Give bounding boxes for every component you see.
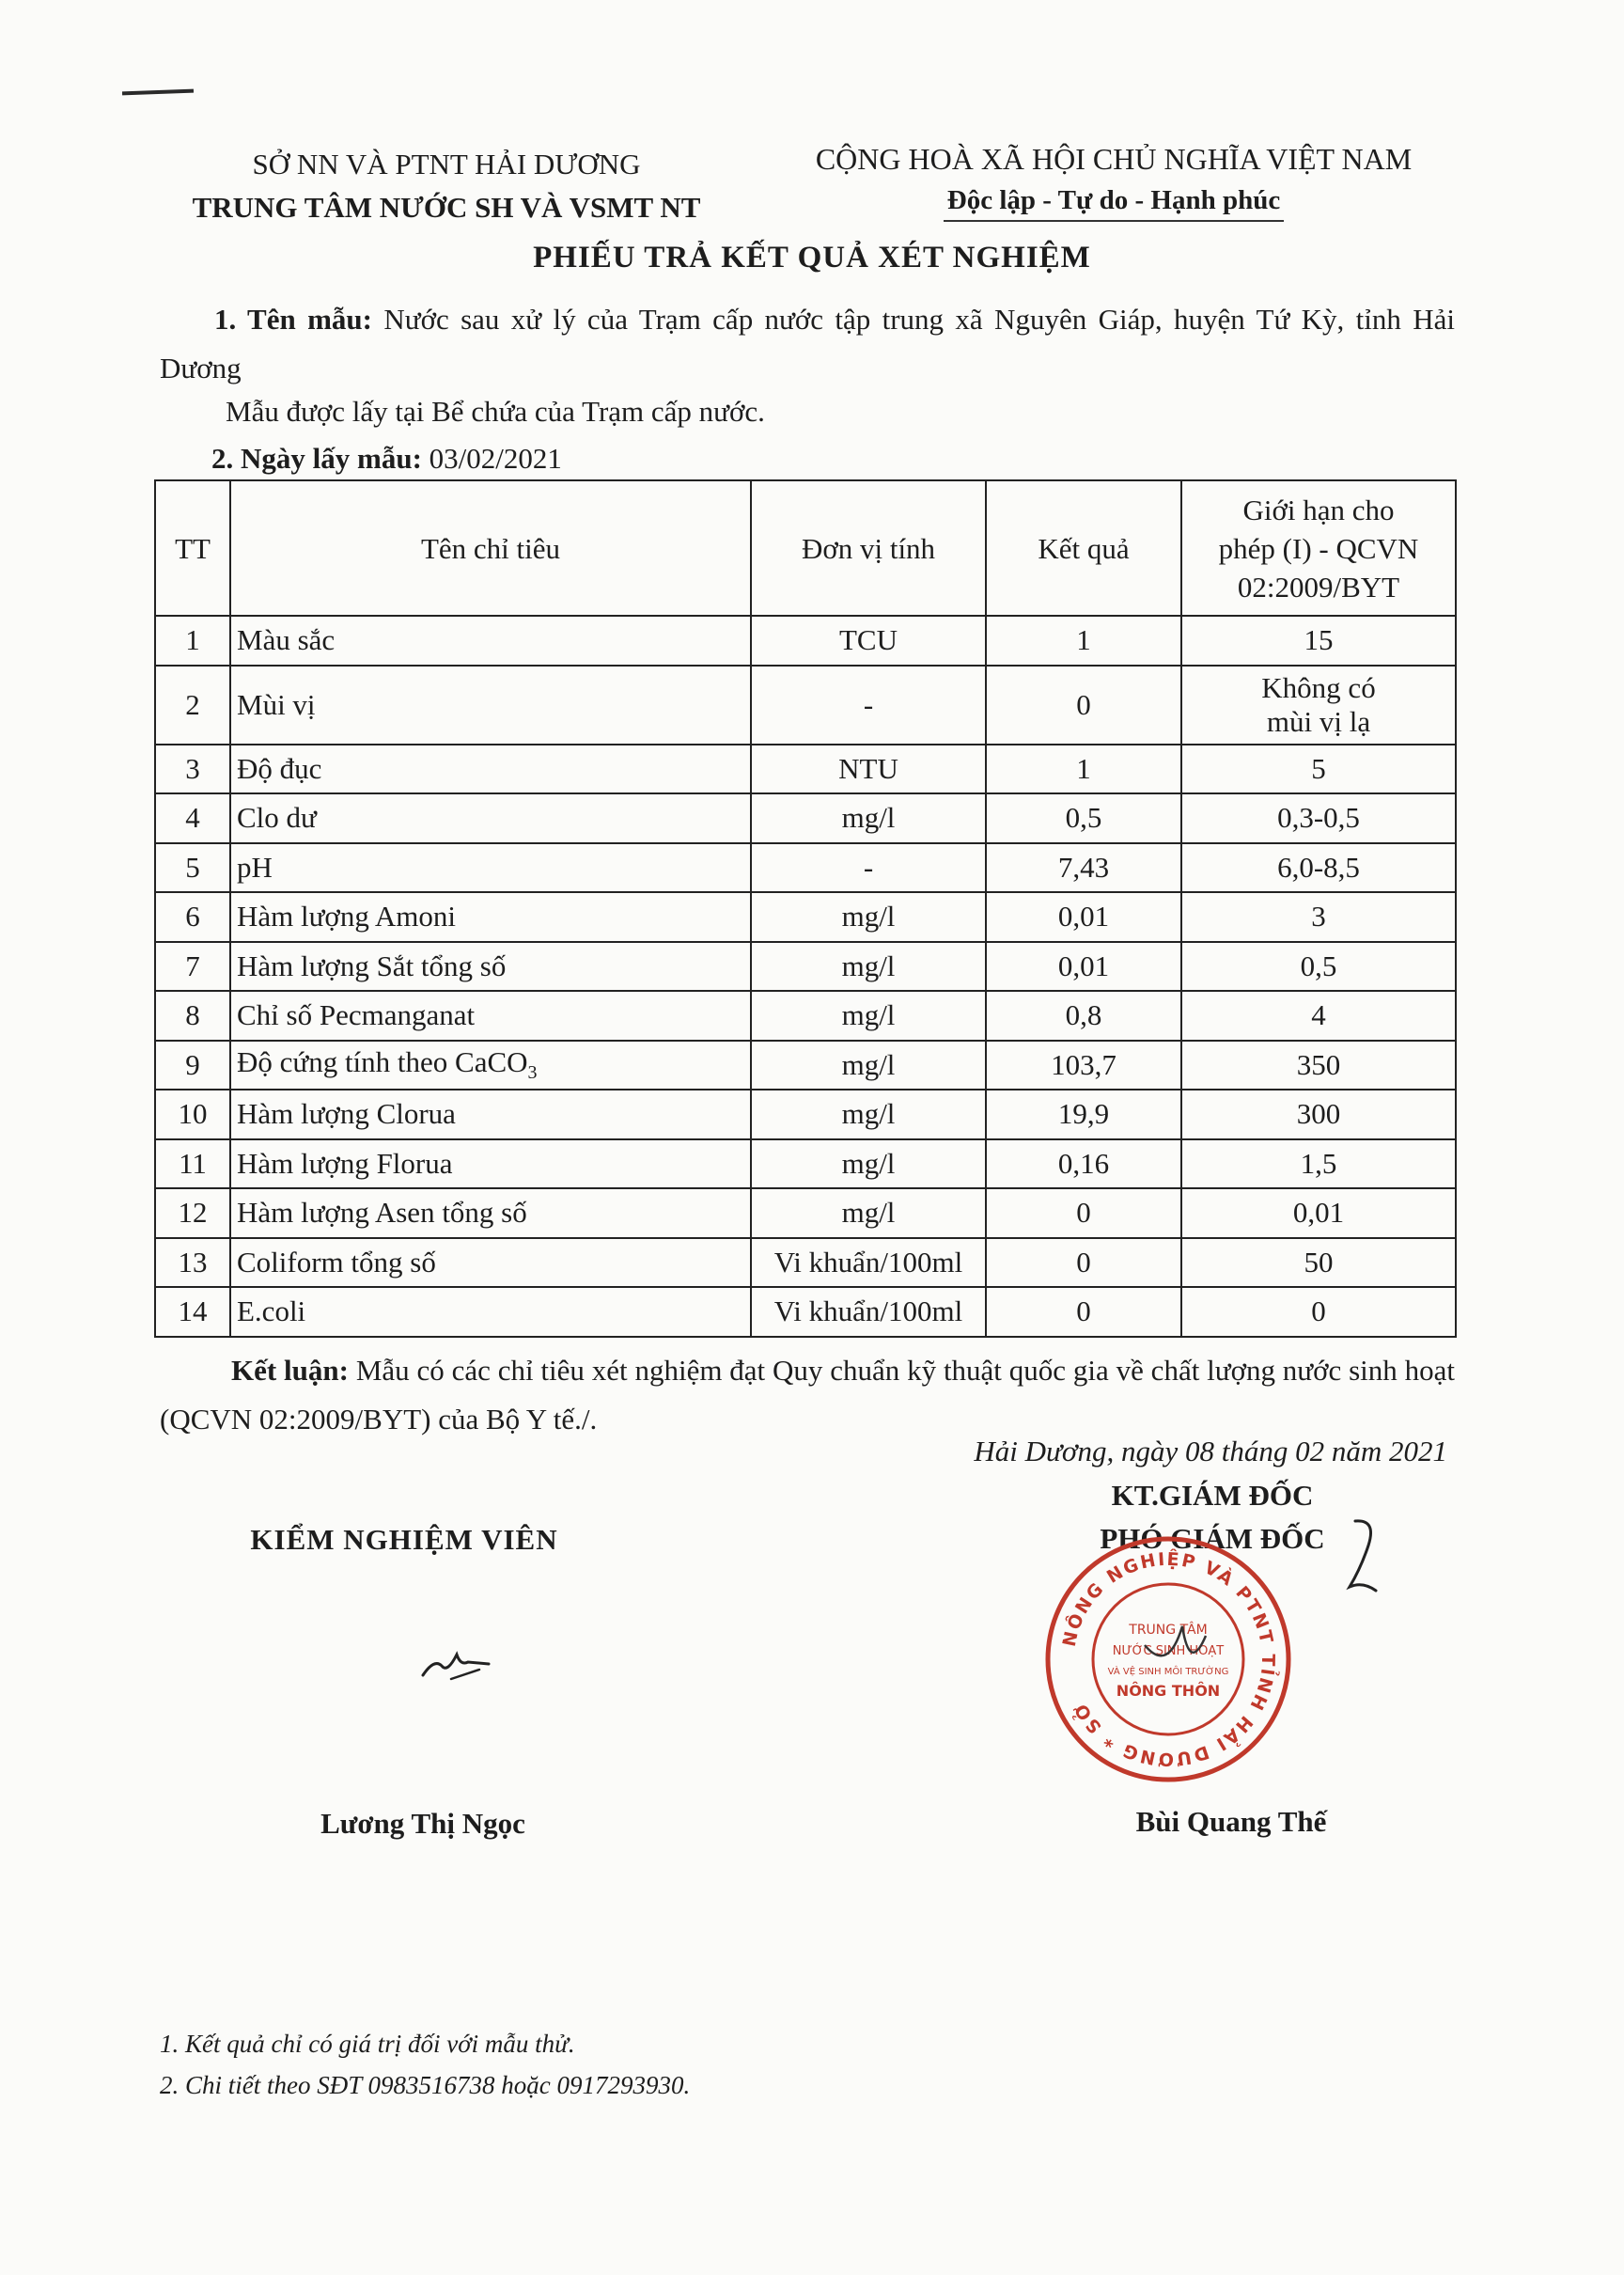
- stamp-center-line1: TRUNG TÂM: [1129, 1623, 1208, 1638]
- cell-unit: mg/l: [751, 1139, 986, 1189]
- conclusion-label: Kết luận:: [231, 1354, 349, 1387]
- conclusion: [160, 1346, 1455, 1444]
- col-header-limit-line2: phép (I) - QCVN: [1218, 531, 1419, 565]
- cell-tt: 1: [155, 616, 230, 666]
- cell-tt: 4: [155, 793, 230, 843]
- cell-tt: 11: [155, 1139, 230, 1189]
- cell-tt: 6: [155, 892, 230, 942]
- table-row: [155, 745, 1456, 794]
- cell-unit: mg/l: [751, 942, 986, 992]
- table-row: [155, 942, 1456, 992]
- table-row: [155, 666, 1456, 745]
- cell-limit: 4: [1181, 991, 1456, 1041]
- table-header-row: [155, 480, 1456, 616]
- results-table: [154, 479, 1457, 1338]
- cell-limit: 0,3-0,5: [1181, 793, 1456, 843]
- table-row: [155, 1188, 1456, 1238]
- cell-limit: 0: [1181, 1287, 1456, 1337]
- cell-unit: Vi khuẩn/100ml: [751, 1287, 986, 1337]
- cell-indicator: pH: [230, 843, 751, 893]
- director-signature: [1335, 1510, 1391, 1618]
- national-title: CỘNG HOÀ XÃ HỘI CHỦ NGHĨA VIỆT NAM: [815, 142, 1413, 176]
- cell-result: 1: [986, 616, 1181, 666]
- cell-tt: 9: [155, 1041, 230, 1090]
- cell-limit: 0,01: [1181, 1188, 1456, 1238]
- sample-location: Mẫu được lấy tại Bể chứa của Trạm cấp nước.: [226, 395, 765, 428]
- cell-limit: 350: [1181, 1041, 1456, 1090]
- inspector-title: KIỂM NGHIỆM VIÊN: [250, 1523, 558, 1556]
- footnote-2: 2. Chi tiết theo SĐT 0983516738 hoặc 0917293930.: [160, 2071, 691, 2099]
- cell-result: 1: [986, 745, 1181, 794]
- cell-limit: 5: [1181, 745, 1456, 794]
- cell-tt: 7: [155, 942, 230, 992]
- table-row: [155, 1238, 1456, 1288]
- document-title: PHIẾU TRẢ KẾT QUẢ XÉT NGHIỆM: [533, 241, 1091, 275]
- cell-indicator: Mùi vị: [230, 666, 751, 745]
- cell-indicator: E.coli: [230, 1287, 751, 1337]
- col-header-result: Kết quả: [986, 480, 1181, 616]
- cell-indicator: Hàm lượng Sắt tổng số: [230, 942, 751, 992]
- sample-name-text: Nước sau xử lý của Trạm cấp nước tập trung xã Nguyên Giáp, huyện Tứ Kỳ, tỉnh Hải Dương: [160, 303, 1455, 384]
- cell-result: 0,16: [986, 1139, 1181, 1189]
- cell-indicator: Hàm lượng Clorua: [230, 1090, 751, 1139]
- cell-limit: 50: [1181, 1238, 1456, 1288]
- cell-tt: 12: [155, 1188, 230, 1238]
- table-row: [155, 991, 1456, 1041]
- col-header-tt: TT: [155, 480, 230, 616]
- cell-unit: TCU: [751, 616, 986, 666]
- sample-name-section: [160, 295, 1455, 393]
- cell-result: 0: [986, 1287, 1181, 1337]
- top-dash-mark: [122, 89, 194, 96]
- cell-tt: 10: [155, 1090, 230, 1139]
- cell-limit: Không có mùi vị lạ: [1181, 666, 1456, 745]
- col-header-unit: Đơn vị tính: [751, 480, 986, 616]
- inspector-name: Lương Thị Ngọc: [320, 1807, 525, 1840]
- cell-result: 0: [986, 666, 1181, 745]
- stamp-center-line2: NƯỚC SINH HOẠT: [1112, 1644, 1225, 1658]
- cell-limit: 0,5: [1181, 942, 1456, 992]
- cell-unit: mg/l: [751, 892, 986, 942]
- sample-name-label: 1. Tên mẫu:: [214, 303, 372, 336]
- director-name: Bùi Quang Thế: [1135, 1805, 1327, 1838]
- cell-result: 0,01: [986, 942, 1181, 992]
- stamp-center-line4: NÔNG THÔN: [1116, 1682, 1221, 1700]
- cell-tt: 8: [155, 991, 230, 1041]
- cell-limit: 300: [1181, 1090, 1456, 1139]
- cell-unit: -: [751, 666, 986, 745]
- col-header-limit-line1: Giới hạn cho: [1242, 493, 1395, 526]
- cell-limit: 15: [1181, 616, 1456, 666]
- col-header-name: Tên chỉ tiêu: [230, 480, 751, 616]
- sampling-date-label: 2. Ngày lấy mẫu:: [211, 442, 422, 475]
- cell-limit: 1,5: [1181, 1139, 1456, 1189]
- official-stamp: [1041, 1532, 1295, 1786]
- cell-result: 19,9: [986, 1090, 1181, 1139]
- table-row: [155, 843, 1456, 893]
- cell-result: 0: [986, 1238, 1181, 1288]
- stamp-outer-ring: [1048, 1539, 1288, 1780]
- cell-unit: mg/l: [751, 991, 986, 1041]
- cell-indicator: Độ đục: [230, 745, 751, 794]
- stamp-ring-text: NÔNG NGHIỆP VÀ PTNT TỈNH HẢI DƯƠNG * SỞ: [1058, 1548, 1279, 1770]
- col-header-limit-line3: 02:2009/BYT: [1237, 570, 1400, 604]
- cell-tt: 3: [155, 745, 230, 794]
- conclusion-text: Mẫu có các chỉ tiêu xét nghiệm đạt Quy chuẩn kỹ thuật quốc gia về chất lượng nước sinh hoạt (QCVN 02:2009/BYT) của Bộ Y tế./.: [160, 1354, 1455, 1436]
- table-row: [155, 1041, 1456, 1090]
- agency-line-1: SỞ NN VÀ PTNT HẢI DƯƠNG: [252, 148, 641, 180]
- cell-result: 0,5: [986, 793, 1181, 843]
- national-header: [752, 137, 1476, 222]
- stamp-center-line3: VÀ VỆ SINH MÔI TRƯỜNG: [1107, 1667, 1229, 1677]
- agency-header: [141, 143, 752, 229]
- cell-indicator: Clo dư: [230, 793, 751, 843]
- table-row: [155, 616, 1456, 666]
- cell-unit: -: [751, 843, 986, 893]
- signing-date: Hải Dương, ngày 08 tháng 02 năm 2021: [974, 1435, 1447, 1467]
- inspector-signature: [414, 1638, 498, 1699]
- col-header-limit: [1181, 480, 1456, 616]
- cell-unit: mg/l: [751, 1041, 986, 1090]
- cell-unit: mg/l: [751, 1090, 986, 1139]
- cell-result: 103,7: [986, 1041, 1181, 1090]
- footnotes: [160, 2023, 690, 2106]
- cell-tt: 13: [155, 1238, 230, 1288]
- agency-line-2: TRUNG TÂM NƯỚC SH VÀ VSMT NT: [192, 191, 701, 224]
- footnote-1: 1. Kết quả chỉ có giá trị đối với mẫu thử.: [160, 2030, 575, 2058]
- table-row: [155, 892, 1456, 942]
- cell-result: 7,43: [986, 843, 1181, 893]
- national-motto: Độc lập - Tự do - Hạnh phúc: [944, 180, 1285, 222]
- cell-indicator: Hàm lượng Asen tổng số: [230, 1188, 751, 1238]
- cell-limit: 6,0-8,5: [1181, 843, 1456, 893]
- cell-result: 0: [986, 1188, 1181, 1238]
- table-row: [155, 793, 1456, 843]
- cell-unit: NTU: [751, 745, 986, 794]
- cell-limit: 3: [1181, 892, 1456, 942]
- cell-indicator: Màu sắc: [230, 616, 751, 666]
- cell-tt: 14: [155, 1287, 230, 1337]
- sampling-date-section: [211, 442, 562, 476]
- director-title-line2: PHÓ GIÁM ĐỐC: [1100, 1522, 1325, 1555]
- cell-unit: mg/l: [751, 1188, 986, 1238]
- stamp-inner-ring: [1093, 1584, 1243, 1734]
- table-row: [155, 1090, 1456, 1139]
- cell-indicator: Hàm lượng Florua: [230, 1139, 751, 1189]
- cell-tt: 2: [155, 666, 230, 745]
- cell-indicator: Coliform tổng số: [230, 1238, 751, 1288]
- cell-result: 0,01: [986, 892, 1181, 942]
- table-row: [155, 1287, 1456, 1337]
- cell-indicator: Hàm lượng Amoni: [230, 892, 751, 942]
- cell-indicator: Độ cứng tính theo CaCO$_3$: [230, 1041, 751, 1090]
- sampling-date-value: 03/02/2021: [429, 442, 562, 475]
- cell-tt: 5: [155, 843, 230, 893]
- cell-unit: Vi khuẩn/100ml: [751, 1238, 986, 1288]
- cell-indicator: Chỉ số Pecmanganat: [230, 991, 751, 1041]
- director-title-line1: KT.GIÁM ĐỐC: [1111, 1479, 1314, 1512]
- cell-unit: mg/l: [751, 793, 986, 843]
- table-row: [155, 1139, 1456, 1189]
- cell-result: 0,8: [986, 991, 1181, 1041]
